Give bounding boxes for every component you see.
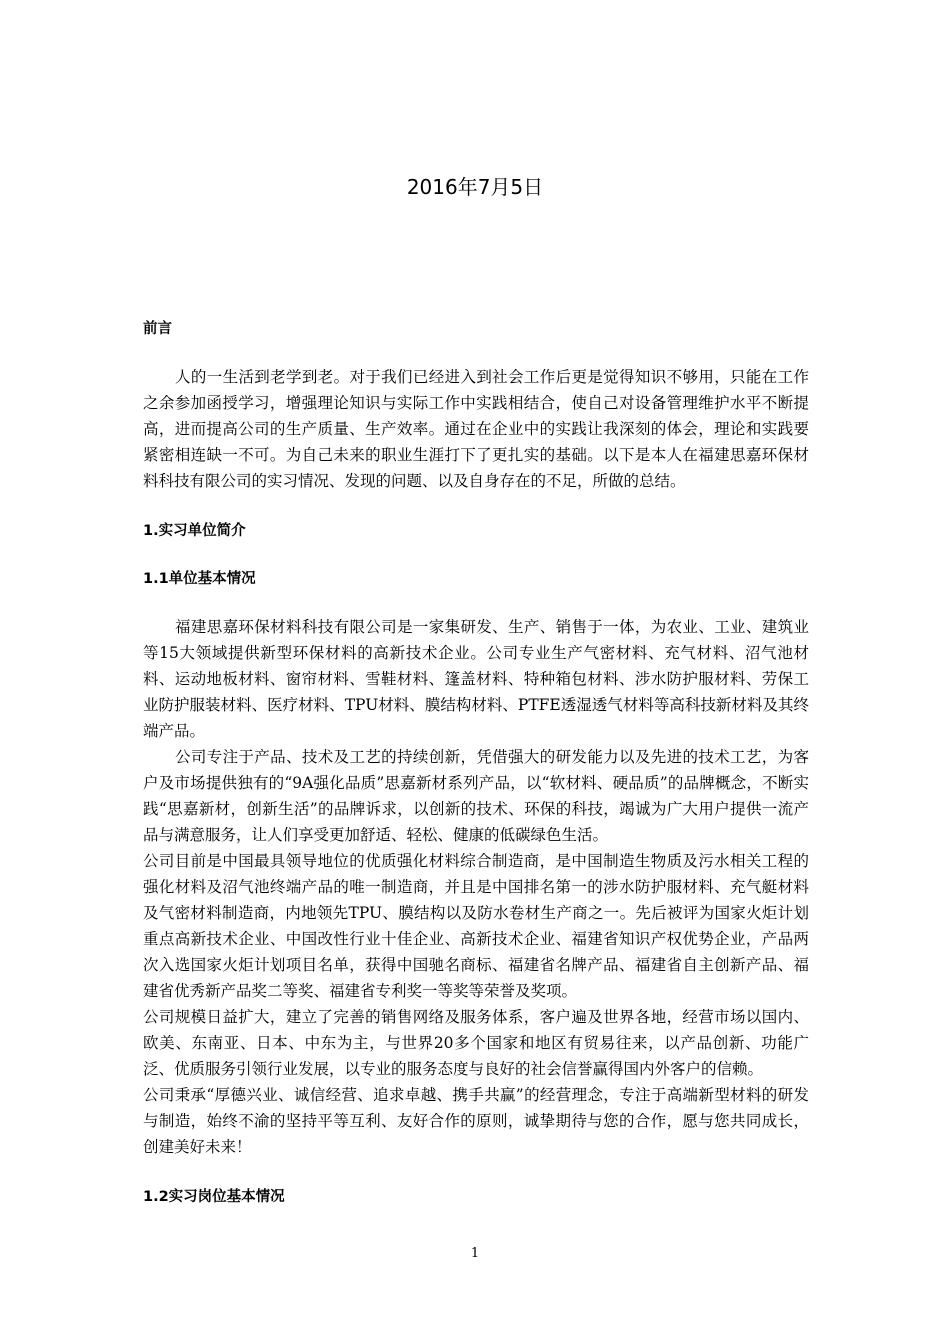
page-number: 1 bbox=[470, 1246, 480, 1261]
company-innovation-paragraph: 公司专注于产品、技术及工艺的持续创新，凭借强大的研发能力以及先进的技术工艺，为客户及市场提供独有的“9A强化品质”思嘉新材系列产品，以“软材料、硬品质”的品牌概念，不断实践“思嘉新材，创新生活”的品牌诉求，以创新的技术、环保的科技，竭诚为广大用户提供一流产品与满意服务，让人们享受更加舒适、轻松、健康的低碳绿色生活。 bbox=[143, 748, 809, 844]
preface-heading: 前言 bbox=[143, 321, 172, 337]
company-overview-paragraph: 福建思嘉环保材料科技有限公司是一家集研发、生产、销售于一体，为农业、工业、建筑业等15大领域提供新型环保材料的高新技术企业。公司专业生产气密材料、充气材料、沼气池材料、运动地板材料、窗帘材料、雪鞋材料、篷盖材料、特种箱包材料、涉水防护服材料、劳保工业防护服装材料、医疗材料、TPU材料、膜结构材料、PTFE透湿透气材料等高科技新材料及其终端产品。 bbox=[143, 618, 809, 740]
section-1-heading: 1.实习单位简介 bbox=[143, 523, 246, 539]
section-1-2-heading: 1.2实习岗位基本情况 bbox=[143, 1189, 285, 1205]
document-date: 2016年7月5日 bbox=[406, 175, 544, 199]
preface-paragraph: 人的一生活到老学到老。对于我们已经进入到社会工作后更是觉得知识不够用，只能在工作之余参加函授学习，增强理论知识与实际工作中实践相结合，使自己对设备管理维护水平不断提高，进而提高公司的生产质量、生产效率。通过在企业中的实践让我深刻的体会，理论和实践要紧密相连缺一不可。为自己未来的职业生涯打下了更扎实的基础。以下是本人在福建思嘉环保材料科技有限公司的实习情况、发现的问题、以及自身存在的不足，所做的总结。 bbox=[143, 368, 809, 490]
document-body bbox=[143, 318, 809, 1208]
company-market-paragraph: 公司规模日益扩大，建立了完善的销售网络及服务体系，客户遍及世界各地，经营市场以国内、欧美、东南亚、日本、中东为主，与世界20多个国家和地区有贸易往来，以产品创新、功能广泛、优质服务引领行业发展，以专业的服务态度与良好的社会信誉赢得国内外客户的信赖。 bbox=[143, 1008, 809, 1078]
section-1-1-heading: 1.1单位基本情况 bbox=[143, 571, 256, 587]
company-philosophy-paragraph: 公司秉承“厚德兴业、诚信经营、追求卓越、携手共赢”的经营理念，专注于高端新型材料的研发与制造，始终不渝的坚持平等互利、友好合作的原则，诚挚期待与您的合作，愿与您共同成长，创建美好未来！ bbox=[143, 1086, 809, 1156]
company-status-paragraph: 公司目前是中国最具领导地位的优质强化材料综合制造商，是中国制造生物质及污水相关工程的强化材料及沼气池终端产品的唯一制造商，并且是中国排名第一的涉水防护服材料、充气艇材料及气密材料制造商，内地领先TPU、膜结构以及防水卷材生产商之一。先后被评为国家火炬计划重点高新技术企业、中国改性行业十佳企业、高新技术企业、福建省知识产权优势企业，产品两次入选国家火炬计划项目名单，获得中国驰名商标、福建省名牌产品、福建省自主创新产品、福建省优秀新产品奖二等奖、福建省专利奖一等奖等荣誉及奖项。 bbox=[143, 852, 809, 1000]
